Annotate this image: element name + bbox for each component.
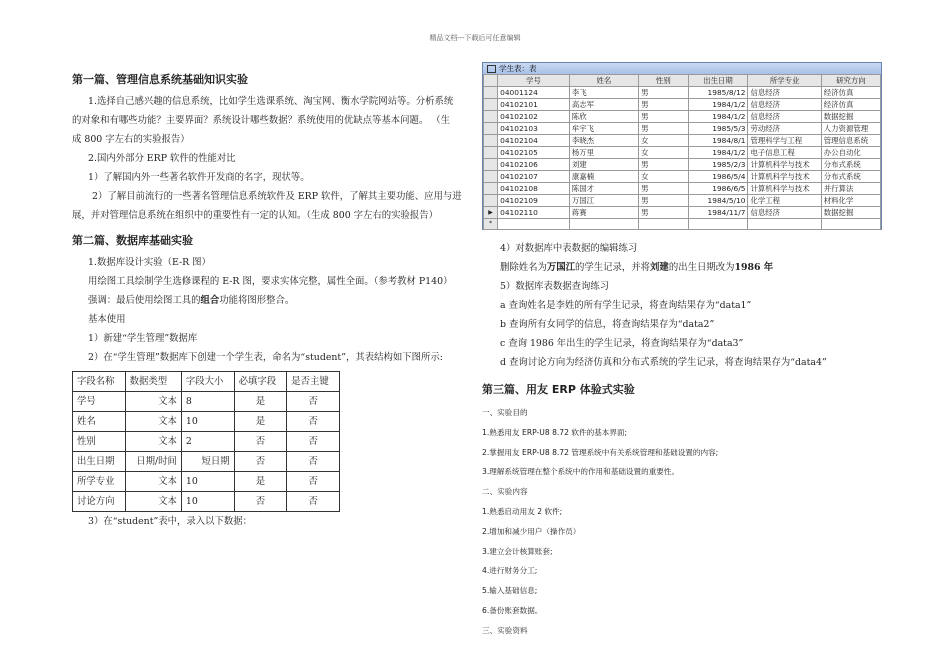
row-selector[interactable] [484, 135, 498, 147]
cell[interactable]: 李晓杰 [569, 135, 638, 147]
table-cell: 性别 [73, 432, 126, 452]
table-header-row [73, 372, 340, 392]
column-header-birthdate[interactable]: 出生日期 [688, 75, 748, 87]
paragraph: 三、实验资料 [482, 625, 528, 635]
cell[interactable]: 1984/1/2 [688, 99, 748, 111]
cell[interactable]: 数据挖掘 [821, 207, 880, 219]
cell[interactable]: 杨万里 [569, 147, 638, 159]
table-cell: 文本 [125, 432, 181, 452]
row-selector[interactable] [484, 171, 498, 183]
table-row [73, 432, 340, 452]
left-column [72, 64, 464, 531]
row-selector[interactable] [484, 147, 498, 159]
datasheet-row-current[interactable] [484, 207, 881, 219]
cell[interactable]: 1985/2/3 [688, 159, 748, 171]
cell[interactable]: 04102108 [498, 183, 570, 195]
cell[interactable]: 04102109 [498, 195, 570, 207]
cell[interactable] [569, 219, 638, 230]
table-cell: 否 [234, 492, 287, 512]
bold-text: 万国江 [546, 262, 576, 273]
cell[interactable]: 1985/5/3 [688, 123, 748, 135]
table-cell: 短日期 [181, 452, 234, 472]
datasheet-row[interactable] [484, 183, 881, 195]
table-cell: 文本 [125, 472, 181, 492]
paragraph: 成 800 字左右的实验报告） [72, 134, 190, 145]
cell[interactable]: 分布式系统 [821, 171, 880, 183]
table-row [73, 412, 340, 432]
table-cell: 学号 [73, 392, 126, 412]
cell[interactable]: 经济仿真 [821, 87, 880, 99]
paragraph: 2.掌握用友 ERP-U8 8.72 管理系统中有关系统管理和基础设置的内容; [482, 447, 719, 457]
column-header-gender[interactable]: 性别 [639, 75, 689, 87]
cell[interactable]: 计算机科学与技术 [748, 171, 821, 183]
cell[interactable]: 男 [639, 123, 689, 135]
cell[interactable]: 材料化学 [821, 195, 880, 207]
paragraph: 3.理解系统管理在整个系统中的作用和基础设置的重要性。 [482, 467, 680, 477]
table-cell: 是 [234, 412, 287, 432]
bold-text: 刘建 [650, 262, 669, 273]
table-cell: 10 [181, 492, 234, 512]
paragraph: c 查询 1986 年出生的学生记录，将查询结果存为“data3” [500, 338, 744, 349]
table-cell: 10 [181, 412, 234, 432]
table-cell: 所学专业 [73, 472, 126, 492]
cell[interactable]: 04102105 [498, 147, 570, 159]
cell[interactable]: 1986/6/5 [688, 183, 748, 195]
table-cell: 8 [181, 392, 234, 412]
text: 强调：最后使用绘图工具的 [88, 295, 201, 306]
table-header-cell: 数据类型 [125, 372, 181, 392]
right-column [482, 239, 930, 641]
row-selector[interactable] [484, 183, 498, 195]
paragraph: 的对象和有哪些功能？主要界面？系统设计哪些数据？系统使用的优缺点等基本问题。 （生 [72, 115, 450, 126]
cell[interactable] [748, 219, 821, 230]
paragraph: 用绘图工具绘制学生选修课程的 E-R 图，要求实体完整，属性全面。（参考教材 P140） [88, 276, 453, 287]
paragraph: 二、实验内容 [482, 487, 528, 497]
datasheet-grid [483, 74, 881, 230]
table-cell: 出生日期 [73, 452, 126, 472]
bold-text: 组合 [200, 295, 220, 306]
datasheet-row[interactable] [484, 87, 881, 99]
cell[interactable]: 女 [639, 171, 689, 183]
datasheet-row[interactable] [484, 99, 881, 111]
cell[interactable]: 康嘉楠 [569, 171, 638, 183]
column-header-research[interactable]: 研究方向 [821, 75, 880, 87]
cell[interactable]: 04102104 [498, 135, 570, 147]
cell[interactable]: 经济仿真 [821, 99, 880, 111]
row-selector[interactable] [484, 87, 498, 99]
paragraph: 4）对数据库中表数据的编辑练习 [500, 243, 638, 254]
cell[interactable]: 电子信息工程 [748, 147, 821, 159]
datasheet-header-row [484, 75, 881, 87]
cell[interactable]: 管理信息系统 [821, 135, 880, 147]
cell[interactable]: 1984/5/10 [688, 195, 748, 207]
section-title-2: 第二篇、数据库基础实验 [72, 234, 193, 247]
select-all-corner[interactable] [484, 75, 498, 87]
cell[interactable]: 计算机科学与技术 [748, 159, 821, 171]
text: 的出生日期改为 [668, 262, 735, 273]
cell[interactable]: 男 [639, 111, 689, 123]
cell[interactable]: 04102103 [498, 123, 570, 135]
paragraph: 2.增加和减少用户（操作员） [482, 526, 581, 536]
cell[interactable]: 04102107 [498, 171, 570, 183]
table-row [73, 492, 340, 512]
table-cell: 否 [287, 392, 340, 412]
cell[interactable]: 1984/1/2 [688, 111, 748, 123]
column-header-id[interactable]: 学号 [498, 75, 570, 87]
table-cell: 否 [287, 432, 340, 452]
datasheet-row[interactable] [484, 147, 881, 159]
table-header-cell: 字段名称 [73, 372, 126, 392]
cell[interactable]: 04102101 [498, 99, 570, 111]
column-header-name[interactable]: 姓名 [569, 75, 638, 87]
cell[interactable]: 1984/11/7 [688, 207, 748, 219]
cell[interactable]: 信息经济 [748, 207, 821, 219]
paragraph: 2.国内外部分 ERP 软件的性能对比 [88, 153, 236, 164]
cell[interactable]: 男 [639, 183, 689, 195]
datasheet-row[interactable] [484, 111, 881, 123]
paragraph: 4.进行财务分工; [482, 566, 538, 576]
cell[interactable]: 计算机科学与技术 [748, 183, 821, 195]
cell[interactable]: 办公自动化 [821, 147, 880, 159]
table-header-cell: 字段大小 [181, 372, 234, 392]
cell[interactable]: 信息经济 [748, 111, 821, 123]
cell[interactable]: 男 [639, 99, 689, 111]
paragraph: 1.熟悉用友 ERP-U8 8.72 软件的基本界面; [482, 427, 628, 437]
cell[interactable]: 高志军 [569, 99, 638, 111]
text: 删除姓名为 [500, 262, 547, 273]
table-header-cell: 必填字段 [234, 372, 287, 392]
cell[interactable]: 化学工程 [748, 195, 821, 207]
cell[interactable]: 蒋赛 [569, 207, 638, 219]
cell[interactable]: 陈国才 [569, 183, 638, 195]
datasheet-row[interactable] [484, 171, 881, 183]
cell[interactable] [639, 219, 689, 230]
cell[interactable]: 1984/8/1 [688, 135, 748, 147]
cell[interactable]: 分布式系统 [821, 159, 880, 171]
cell[interactable]: 万国江 [569, 195, 638, 207]
access-table-window [482, 62, 882, 230]
datasheet-row[interactable] [484, 123, 881, 135]
datasheet-row[interactable] [484, 159, 881, 171]
paragraph: 展，并对管理信息系统在组织中的重要性有一定的认知。（生成 800 字左右的实验报告） [72, 210, 439, 221]
cell[interactable]: 刘建 [569, 159, 638, 171]
table-cell: 文本 [125, 412, 181, 432]
section-title-3: 第三篇、用友 ERP 体验式实验 [482, 383, 635, 396]
cell[interactable]: 女 [639, 135, 689, 147]
section-title-1: 第一篇、管理信息系统基础知识实验 [72, 73, 248, 86]
table-cell: 否 [287, 472, 340, 492]
datasheet-row[interactable] [484, 135, 881, 147]
paragraph: 6.备份账套数据。 [482, 605, 543, 615]
table-cell: 否 [287, 452, 340, 472]
cell[interactable]: 劳动经济 [748, 123, 821, 135]
table-row [73, 452, 340, 472]
cell[interactable]: 数据挖掘 [821, 111, 880, 123]
cell[interactable]: 男 [639, 159, 689, 171]
new-record-marker[interactable]: * [484, 219, 498, 230]
table-cell: 姓名 [73, 412, 126, 432]
cell[interactable]: 1985/8/12 [688, 87, 748, 99]
field-structure-table [72, 371, 340, 512]
cell[interactable]: 04001124 [498, 87, 570, 99]
page-header: 精品文档---下载后可任意编辑 [429, 34, 521, 42]
table-cell: 否 [234, 452, 287, 472]
paragraph: 1.熟悉启动用友 2 软件; [482, 506, 563, 516]
paragraph: 基本使用 [88, 314, 126, 325]
table-icon [487, 65, 496, 73]
cell[interactable]: 管理科学与工程 [748, 135, 821, 147]
table-cell: 否 [234, 432, 287, 452]
cell[interactable]: 李飞 [569, 87, 638, 99]
row-selector[interactable] [484, 195, 498, 207]
datasheet-row[interactable] [484, 195, 881, 207]
paragraph: a 查询姓名是李姓的所有学生记录，将查询结果存为“data1” [500, 300, 752, 311]
table-row [73, 472, 340, 492]
window-title: 学生表：表 [499, 64, 537, 73]
current-record-icon[interactable]: ▶ [484, 207, 498, 219]
paragraph: 2）在“学生管理”数据库下创建一个学生表，命名为“student”，其表结构如下图所示: [88, 352, 443, 363]
cell[interactable]: 男 [639, 87, 689, 99]
paragraph: d 查询讨论方向为经济仿真和分布式系统的学生记录，将查询结果存为“data4” [500, 357, 827, 368]
paragraph: 一、实验目的 [482, 408, 528, 417]
table-cell: 是 [234, 392, 287, 412]
cell[interactable]: 04102110 [498, 207, 570, 219]
paragraph: 1）了解国内外一些著名软件开发商的名字，现状等。 [88, 172, 310, 183]
cell[interactable]: 1984/1/2 [688, 147, 748, 159]
cell[interactable]: 04102106 [498, 159, 570, 171]
cell[interactable]: 1986/5/4 [688, 171, 748, 183]
paragraph: 5.输入基础信息; [482, 586, 538, 596]
cell[interactable]: 男 [639, 195, 689, 207]
paragraph: 2）了解目前流行的一些著名管理信息系统软件及 ERP 软件，了解其主要功能、应用与进 [92, 191, 462, 202]
datasheet-new-row[interactable] [484, 219, 881, 230]
bold-text: 1986 年 [734, 262, 774, 273]
paragraph: 1.选择自己感兴趣的信息系统，比如学生选课系统、淘宝网、衡水学院网站等。分析系统 [88, 96, 454, 107]
row-selector[interactable] [484, 111, 498, 123]
paragraph [72, 291, 464, 310]
cell[interactable]: 信息经济 [748, 99, 821, 111]
row-selector[interactable] [484, 159, 498, 171]
cell[interactable]: 男 [639, 207, 689, 219]
paragraph: 3.建立会计核算账套; [482, 546, 553, 556]
column-header-major[interactable]: 所学专业 [748, 75, 821, 87]
paragraph [500, 258, 930, 277]
table-row [73, 392, 340, 412]
cell[interactable]: 牟宇飞 [569, 123, 638, 135]
paragraph: 3）在“student”表中，录入以下数据： [88, 516, 253, 527]
paragraph: 5）数据库表数据查询练习 [500, 281, 610, 292]
cell[interactable]: 04102102 [498, 111, 570, 123]
table-header-cell: 是否主键 [287, 372, 340, 392]
table-cell: 2 [181, 432, 234, 452]
table-cell: 10 [181, 472, 234, 492]
table-cell: 是 [234, 472, 287, 492]
table-cell: 文本 [125, 492, 181, 512]
row-selector[interactable] [484, 99, 498, 111]
table-cell: 日期/时间 [125, 452, 181, 472]
paragraph: 1）新建“学生管理”数据库 [88, 333, 198, 344]
table-cell: 文本 [125, 392, 181, 412]
window-title-bar[interactable] [483, 63, 881, 74]
cell[interactable]: 人力资源管理 [821, 123, 880, 135]
paragraph: 1.数据库设计实验（E-R 图） [88, 257, 211, 268]
text: 的学生记录，并将 [575, 262, 651, 273]
text: 功能将图形整合。 [219, 295, 295, 306]
cell[interactable] [821, 219, 880, 230]
table-cell: 否 [287, 412, 340, 432]
row-selector[interactable] [484, 123, 498, 135]
table-cell: 否 [287, 492, 340, 512]
cell[interactable]: 陈欣 [569, 111, 638, 123]
cell[interactable] [498, 219, 570, 230]
cell[interactable]: 信息经济 [748, 87, 821, 99]
cell[interactable]: 女 [639, 147, 689, 159]
table-cell: 讨论方向 [73, 492, 126, 512]
paragraph: b 查询所有女同学的信息，将查询结果存为“data2” [500, 319, 715, 330]
cell[interactable] [688, 219, 748, 230]
cell[interactable]: 并行算法 [821, 183, 880, 195]
